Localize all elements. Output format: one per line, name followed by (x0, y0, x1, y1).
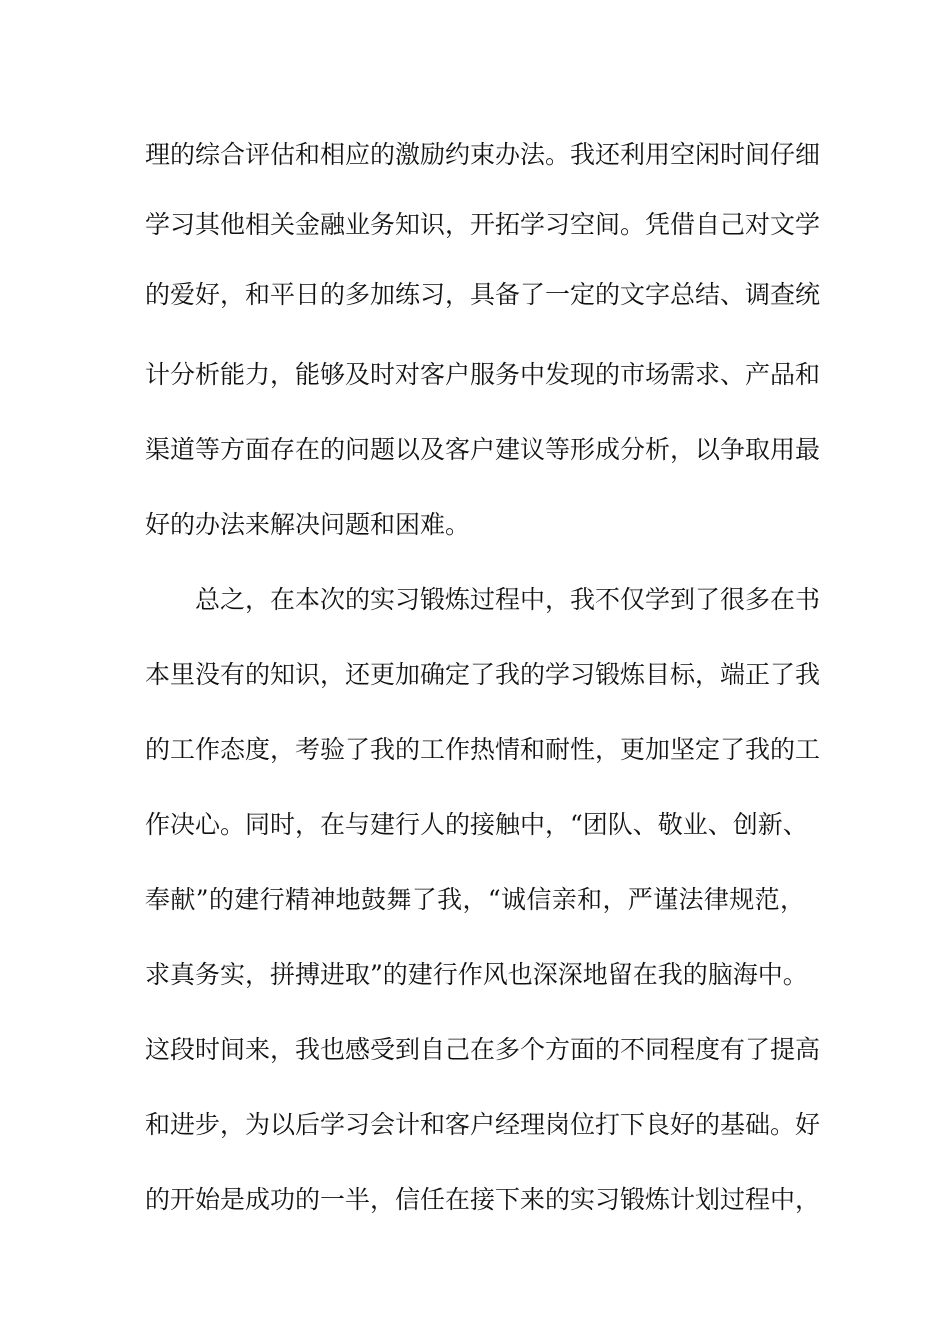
paragraph-line: 好的办法来解决问题和困难。 (145, 510, 471, 539)
paragraph-line: 的开始是成功的一半，信任在接下来的实习锻炼计划过程中， (145, 1185, 821, 1214)
paragraph-line: 总之，在本次的实习锻炼过程中，我不仅学到了很多在书 (195, 585, 821, 614)
paragraph-line: 理的综合评估和相应的激励约束办法。我还利用空闲时间仔细 (145, 140, 821, 169)
paragraph-line: 和进步，为以后学习会计和客户经理岗位打下良好的基础。好 (145, 1110, 821, 1139)
paragraph-line: 这段时间来，我也感受到自己在多个方面的不同程度有了提高 (145, 1035, 821, 1064)
paragraph-line: 本里没有的知识，还更加确定了我的学习锻炼目标，端正了我 (145, 660, 821, 689)
paragraph-line: 求真务实，拼搏进取”的建行作风也深深地留在我的脑海中。 (145, 960, 808, 989)
paragraph-line: 学习其他相关金融业务知识，开拓学习空间。凭借自己对文学 (145, 210, 821, 239)
paragraph-line: 的工作态度，考验了我的工作热情和耐性，更加坚定了我的工 (145, 735, 821, 764)
paragraph-line: 奉献”的建行精神地鼓舞了我，“诚信亲和，严谨法律规范， (145, 885, 805, 914)
paragraph-line: 的爱好，和平日的多加练习，具备了一定的文字总结、调查统 (145, 280, 821, 309)
paragraph-line: 渠道等方面存在的问题以及客户建议等形成分析，以争取用最 (145, 435, 821, 464)
paragraph-line: 作决心。同时，在与建行人的接触中，“团队、敬业、创新、 (145, 810, 808, 839)
paragraph-line: 计分析能力，能够及时对客户服务中发现的市场需求、产品和 (145, 360, 821, 389)
